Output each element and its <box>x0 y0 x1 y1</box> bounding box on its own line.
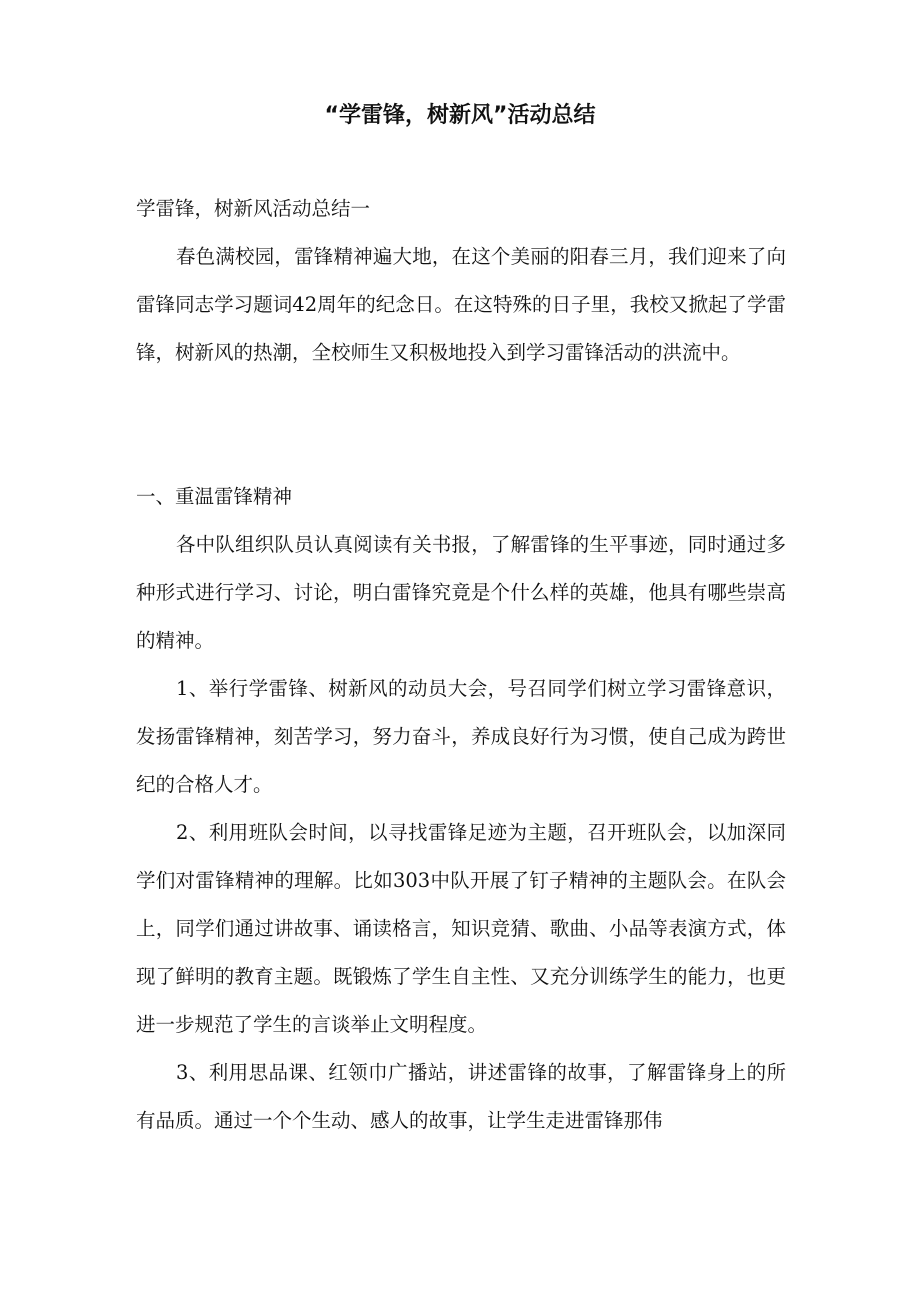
list-item-2: 2、利用班队会时间，以寻找雷锋足迹为主题，召开班队会，以加深同学们对雷锋精神的理解。比如303中队开展了钉子精神的主题队会。在队会上，同学们通过讲故事、诵读格言，知识竞猜、歌曲、小品等表演方式，体现了鲜明的教育主题。既锻炼了学生自主性、又充分训练学生的能力，也更进一步规范了学生的言谈举止文明程度。 <box>136 821 786 1036</box>
document-title: “学雷锋，树新风”活动总结 <box>324 103 596 128</box>
list-item-3: 3、利用思品课、红领巾广播站，讲述雷锋的故事，了解雷锋身上的所有品质。通过一个个生动、感人的故事，让学生走进雷锋那伟 <box>136 1061 786 1132</box>
intro-paragraph: 春色满校园，雷锋精神遍大地，在这个美丽的阳春三月，我们迎来了向雷锋同志学习题词42周年的纪念日。在这特殊的日子里，我校又掀起了学雷锋，树新风的热潮，全校师生又积极地投入到学习雷锋活动的洪流中。 <box>136 245 786 364</box>
list-item-1: 1、举行学雷锋、树新风的动员大会，号召同学们树立学习雷锋意识，发扬雷锋精神，刻苦学习，努力奋斗，养成良好行为习惯，使自己成为跨世纪的合格人才。 <box>136 677 786 796</box>
section-heading: 一、重温雷锋精神 <box>136 485 293 508</box>
subtitle: 学雷锋，树新风活动总结一 <box>136 197 371 220</box>
section-intro-paragraph: 各中队组织队员认真阅读有关书报，了解雷锋的生平事迹，同时通过多种形式进行学习、讨论，明白雷锋究竟是个什么样的英雄，他具有哪些崇高的精神。 <box>136 533 786 652</box>
